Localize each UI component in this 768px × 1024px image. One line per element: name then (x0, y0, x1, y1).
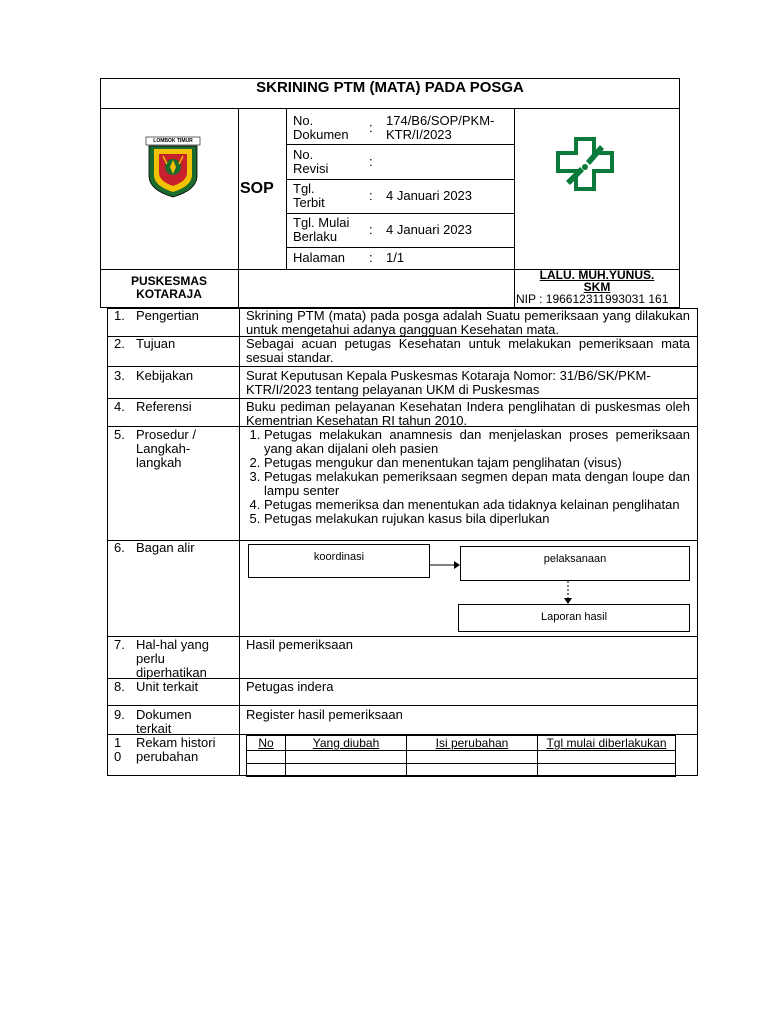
hal-text: Hasil pemeriksaan (246, 637, 353, 652)
row-num: 1 0 (114, 735, 122, 764)
row-num: 1. (114, 308, 125, 323)
history-table (246, 735, 676, 777)
row-label-pengertian: Pengertian (136, 308, 199, 323)
kebijakan-text: Surat Keputusan Kepala Puskesmas Kotaraja Nomor: 31/B6/SK/PKM- KTR/I/2023 tentang pelayanan UKM di Puskesmas (246, 368, 651, 397)
row-num: 3. (114, 368, 125, 383)
meta-value-tgl-terbit: 4 Januari 2023 (386, 188, 473, 203)
meta-divider (286, 144, 514, 145)
tujuan-text: Sebagai acuan petugas Kesehatan untuk melakukan pemeriksaan mata sesuai standar. (246, 336, 690, 365)
title-divider (100, 108, 680, 109)
history-cell (407, 764, 538, 777)
sop-label: SOP (240, 180, 274, 197)
flow-arrows (240, 540, 698, 636)
meta-value-halaman: 1/1 (386, 250, 405, 265)
pengertian-text: Skrining PTM (mata) pada posga adalah Suatu pemeriksaan yang dilakukan untuk mengetahui adanya gangguan Kesehatan mata. (246, 308, 690, 337)
org-name: PUSKESMAS KOTARAJA (130, 274, 207, 301)
row-label-hal: Hal-hal yang perlu diperhatikan (136, 637, 209, 680)
row-label-referensi: Referensi (136, 399, 192, 414)
history-cell (286, 751, 407, 764)
step-item: 5. Petugas melakukan rujukan kasus bila diperlukan (264, 512, 690, 526)
signer-nip: NIP : 196612311993031 161 (516, 292, 669, 306)
col-divider-1 (238, 108, 239, 308)
arrow-head (564, 598, 572, 604)
meta-label-no-dokumen: No. Dokumen (293, 113, 349, 142)
arrow-head (454, 561, 460, 569)
row-num: 2. (114, 336, 125, 351)
meta-label-tgl-mulai: Tgl. Mulai Berlaku (293, 215, 350, 244)
row-num: 8. (114, 679, 125, 694)
history-cell (407, 751, 538, 764)
row-num: 6. (114, 540, 125, 555)
row-num: 5. (114, 427, 125, 442)
row-label-kebijakan: Kebijakan (136, 368, 194, 383)
history-header-row (247, 736, 676, 751)
steps-list (244, 428, 690, 526)
history-col-yang-diubah: Yang diubah (286, 736, 407, 751)
referensi-text: Buku pediman pelayanan Kesehatan Indera penglihatan di puskesmas oleh Kementrian Kesehatan RI tahun 2010. (246, 399, 690, 428)
prosedur-steps (244, 428, 690, 526)
step-item: 3. Petugas melakukan pemeriksaan segmen depan mata dengan loupe dan lampu senter (264, 470, 690, 498)
flow-box-koordinasi: koordinasi (248, 544, 430, 578)
signer-name: LALU. MUH.YUNUS. SKM (539, 268, 655, 294)
meta-divider (286, 213, 514, 214)
row-num: 7. (114, 637, 125, 652)
meta-label-halaman: Halaman (293, 250, 346, 265)
meta-sep: : (369, 120, 373, 135)
history-col-isi-perubahan: Isi perubahan (407, 736, 538, 751)
meta-sep: : (369, 188, 373, 203)
row-label-bagan: Bagan alir (136, 540, 195, 555)
document-title: SKRINING PTM (MATA) PADA POSGA (256, 79, 524, 96)
step-item: 1. Petugas melakukan anamnesis dan menjelaskan proses pemeriksaan yang akan dijalani oleh pasien (264, 428, 690, 456)
row-label-prosedur: Prosedur / Langkah- langkah (136, 427, 196, 470)
meta-divider (286, 247, 514, 248)
row-num: 4. (114, 399, 125, 414)
meta-label-no-revisi: No. Revisi (293, 147, 329, 176)
history-cell (286, 764, 407, 777)
meta-value-no-dokumen: 174/B6/SOP/PKM- KTR/I/2023 (386, 113, 495, 142)
row-label-tujuan: Tujuan (136, 336, 176, 351)
history-cell (247, 764, 286, 777)
row-label-rekam: Rekam histori perubahan (136, 735, 216, 764)
unit-text: Petugas indera (246, 679, 334, 694)
row-label-dokumen: Dokumen terkait (136, 707, 192, 736)
flow-box-laporan: Laporan hasil (458, 604, 690, 632)
row-divider (107, 705, 698, 706)
meta-divider (286, 179, 514, 180)
history-col-tgl: Tgl mulai diberlakukan (538, 736, 676, 751)
meta-label-tgl-terbit: Tgl. Terbit (293, 181, 325, 210)
history-cell (538, 764, 676, 777)
row-label-unit: Unit terkait (136, 679, 199, 694)
row-divider (107, 366, 698, 367)
logo-caption: LOMBOK TIMUR (153, 138, 193, 144)
meta-sep: : (369, 222, 373, 237)
row-num: 9. (114, 707, 125, 722)
history-cell (247, 751, 286, 764)
step-item: 2. Petugas mengukur dan menentukan tajam penglihatan (visus) (264, 456, 690, 470)
lombok-timur-logo (145, 136, 201, 198)
history-cell (538, 751, 676, 764)
step-item: 4. Petugas memeriksa dan menentukan ada tidaknya kelainan penglihatan (264, 498, 690, 512)
flow-box-pelaksanaan: pelaksanaan (460, 546, 690, 581)
meta-sep: : (369, 250, 373, 265)
meta-sep: : (369, 154, 373, 169)
dokumen-text: Register hasil pemeriksaan (246, 707, 403, 722)
puskesmas-logo (556, 137, 614, 191)
history-empty-row (247, 764, 676, 777)
col-divider-2 (286, 108, 287, 269)
history-empty-row (247, 751, 676, 764)
history-col-no: No (247, 736, 286, 751)
meta-value-tgl-mulai: 4 Januari 2023 (386, 222, 473, 237)
